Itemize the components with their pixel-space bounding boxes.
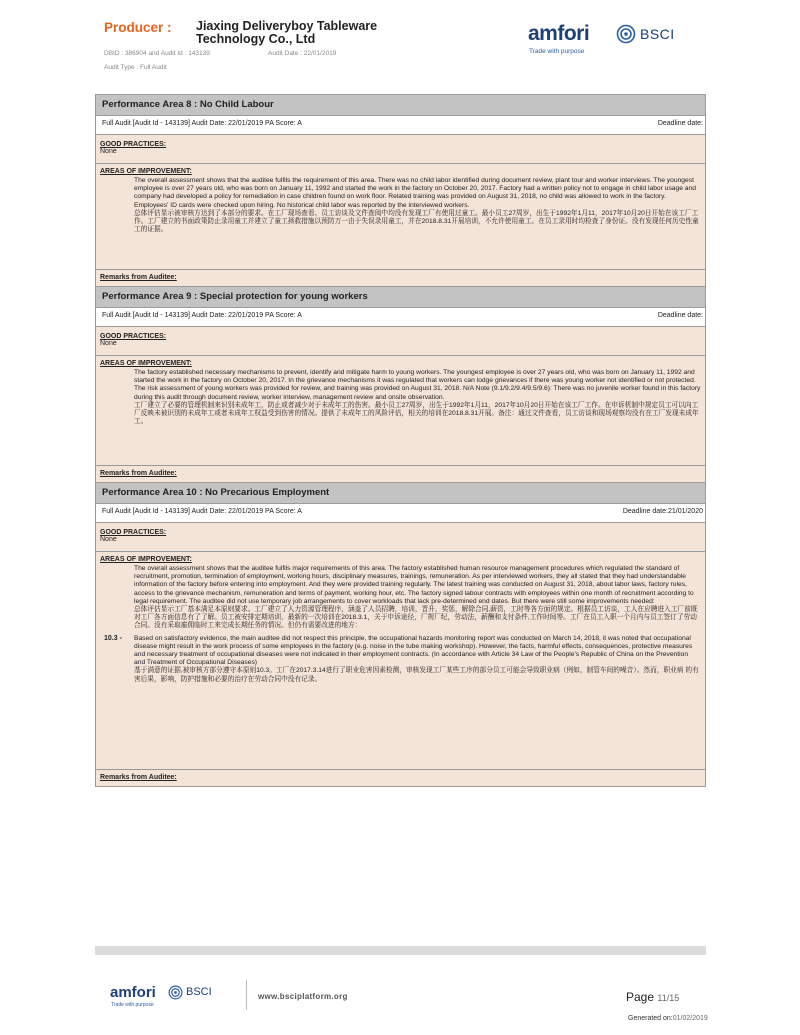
- producer-label: Producer :: [104, 20, 172, 35]
- areas-improvement-pa10: [96, 552, 705, 770]
- amfori-circle-icon: [168, 985, 183, 1000]
- brand-word: amfori: [528, 22, 590, 45]
- deadline-text: Deadline date:21/01/2020: [622, 508, 703, 515]
- sub-finding-number: 10.3 -: [104, 634, 122, 642]
- section-title-pa10: Performance Area 10 : No Precarious Employment: [96, 483, 705, 504]
- good-practices-value: None: [100, 536, 117, 543]
- generated-date: 01/02/2019: [672, 1015, 708, 1022]
- deadline-text: Deadline date:: [657, 120, 703, 127]
- footer-url-link[interactable]: www.bsciplatform.org: [258, 992, 348, 1001]
- good-practices-label: GOOD PRACTICES:: [100, 333, 167, 340]
- audit-info-text: Full Audit [Audit Id - 143139] Audit Date: 22/01/2019 PA Score: A: [102, 312, 302, 319]
- audit-table: [95, 94, 706, 787]
- footer-amfori-logo: [110, 984, 230, 1014]
- sub-finding-text-zh: 基于满意的证据,被审核方部分遵守本原则10.3。工厂在2017.3.14进行了职业危害因素检测，审核发现工厂某些工序的部分员工可能会导致职业病（例如，制管车间的噪音）。然而，职业病 的有害后果，影响，防护措施和必要的治疗在劳动合同中没有记录。: [134, 667, 699, 683]
- areas-improvement-pa9: [96, 356, 705, 466]
- sub-finding-text-en: Based on satisfactory evidence, the main auditee did not respect this principle, the occupational hazards monitoring report was conducted on March 14, 2018, it was noted that occupational disease might result in the work process of some employees in the factory (e.g. noise in the tube making workshop). However, the facts, harmful effects, consequences, protective measures and necessary treatment of occupational diseases were not indicated in their employment contracts. (In accordance with Article 34 Law of the People's Republic of China on the Prevention and Treatment of Occupational Diseases): [134, 634, 693, 667]
- section-info-pa10: [96, 504, 705, 523]
- remarks-pa9: Remarks from Auditee:: [96, 466, 705, 483]
- section-info-pa9: [96, 308, 705, 327]
- areas-improvement-pa8: [96, 164, 705, 270]
- producer-name: [196, 20, 377, 46]
- audit-info-text: Full Audit [Audit Id - 143139] Audit Date: 22/01/2019 PA Score: A: [102, 508, 302, 515]
- section-title-pa9: Performance Area 9 : Special protection for young workers: [96, 287, 705, 308]
- good-practices-label: GOOD PRACTICES:: [100, 141, 167, 148]
- report-header: [0, 0, 800, 90]
- good-practices-pa8: [96, 135, 705, 164]
- audit-date-text: Audit Date : 22/01/2019: [268, 50, 337, 57]
- dbid-text: DBID : 386904 and Audit Id : 143139: [104, 50, 210, 57]
- areas-label: AREAS OF IMPROVEMENT:: [100, 360, 192, 367]
- areas-text: [134, 369, 701, 426]
- areas-text-zh: 总体评估显示被审核方达到了本部分的要求。在工厂现场查看、员工访谈及文件查阅中均没有发现工厂有使用过童工。最小员工27周岁，出生于1992年1月11，2017年10月20日开始在该工厂工作。工厂建立的书面政策防止录用童工并建立了童工拯救措施以预防万一由于失误录用童工，并在2018.8.31开展培训，不允许使用童工。在员工录用时均检查了身份证。没有发现任何历史性童工的证据。: [134, 209, 699, 234]
- areas-text-zh: 工厂建立了必要的管理机制来识别未成年工，防止或者减少对于未成年工的伤害。最小员工27周岁，出生于1992年1月11，2017年10月20日开始在该工厂工作。在申诉机制中规定员工可以向工厂反映未被识别的未成年工或者未成年工权益受到伤害的情况。提供了未成年工的风险评估，相关的培训在2018.8.31开展。备注：通过文件查看，员工访谈和现场观察均没有在工厂发现未成年工。: [134, 401, 699, 426]
- generated-label: Generated on:: [628, 1015, 673, 1022]
- amfori-circle-icon: [616, 24, 636, 44]
- sub-finding-text: [134, 635, 701, 684]
- deadline-text: Deadline date:: [657, 312, 703, 319]
- footer-brand-tag: Trade with purpose: [111, 1002, 154, 1008]
- page-label: Page: [626, 990, 655, 1004]
- areas-text-zh: 总体评估显示工厂基本满足本原则要求。工厂建立了人力资源管理程序，涵盖了人员招聘，培训，晋升，奖惩，解除合同,薪资，工时等各方面的规定。根据员工访谈，工人在应聘进入工厂前既对工厂各方面信息有了了解。员工被安排定期培训，最新的一次培训在2018.3.1，关于申诉途径，厂规厂纪，劳动法，薪酬和支付条件,工作时间等。工厂在员工入职一个月内与员工签订了劳动合同。没有采取雇佣临时工来完成长期任务的情况。但仍有需要改进的地方：: [134, 606, 698, 630]
- brand-tag: Trade with purpose: [529, 48, 585, 55]
- section-info-pa8: [96, 116, 705, 135]
- areas-label: AREAS OF IMPROVEMENT:: [100, 556, 192, 563]
- audit-type-text: Audit Type : Full Audit: [104, 64, 167, 71]
- amfori-bsci-logo: [528, 22, 688, 62]
- areas-text-en: The factory established necessary mechanisms to prevent, identify and mitigate harm to young workers. The youngest employee is over 27 years old, who was born on January 11, 1992 and started the work in the factory on October 20, 2017. In the grievance mechanisms it was regulated that workers can lodge grievances if there was young worker not identified or not protected. The risk assessment of young workers was provided for review, and training was provided on August 31, 2018. N/A Note (9.1/9.2/9.4/9.5/9.6): There was no juvenile worker found in this factory during this audit through document review, worker interview, management review and onsite observation.: [134, 369, 701, 401]
- good-practices-value: None: [100, 340, 117, 347]
- audit-info-text: Full Audit [Audit Id - 143139] Audit Date: 22/01/2019 PA Score: A: [102, 120, 302, 127]
- remarks-pa8: Remarks from Auditee:: [96, 270, 705, 287]
- areas-text: [134, 565, 701, 631]
- footer-brand-bsci: BSCI: [186, 986, 212, 998]
- areas-text: [134, 177, 701, 234]
- areas-text-en: The overall assessment shows that the auditee fulfils the requirement of this area. There was no child labor identified during document review, plant tour and worker interviews. The youngest employee is over 27 years old, who was born on January 11, 1992 and started the work in the factory on October 20, 2017. Factory had a written policy not to engage in child labor usage and company had developed a policy for remediation in case children found on work floor. Related training was provided on August 31, 2018, no child was allowed to work in the factory. Employees' ID cards were checked upon hiring. No historical child labor was reported by the interviewed workers.: [134, 177, 696, 209]
- good-practices-value: None: [100, 148, 117, 155]
- sub-finding-10-3: [100, 635, 701, 684]
- areas-text-en: The overall assessment shows that the auditee fulfils major requirements of this area. The factory established human resource management procedures which regulated the standard of recruitment, promotion, termination of employment, working hours, disciplinary measures, trainings, remuneration. As per interviewed workers, they all stated that they had understandable information of the factory before entering into employment. And they were provided training regularly. The latest training was conducted on August 31, 2018, about labor laws, factory rules, access to the grievance mechanism, remuneration and terms of payment, working hour, etc. The factory signed labour contracts with employees within one month of recruitment according to legal requirement. The auditee did not use temporary job arrangements to cover workloads that lack pre-determined end dates. But there were still some improvements needed:: [134, 565, 694, 605]
- brand-bsci: BSCI: [640, 26, 675, 42]
- producer-name-line1: Jiaxing Deliveryboy Tableware: [196, 19, 378, 33]
- footer-brand-word: amfori: [110, 984, 156, 1001]
- footer-divider-bar: [95, 946, 706, 955]
- good-practices-label: GOOD PRACTICES:: [100, 529, 167, 536]
- good-practices-pa9: [96, 327, 705, 356]
- areas-label: AREAS OF IMPROVEMENT:: [100, 168, 192, 175]
- section-title-pa8: Performance Area 8 : No Child Labour: [96, 95, 705, 116]
- producer-name-line2: Technology Co., Ltd: [196, 32, 316, 46]
- remarks-pa10: Remarks from Auditee:: [96, 770, 705, 787]
- good-practices-pa10: [96, 523, 705, 552]
- generated-on: [628, 1015, 708, 1022]
- page-number: [626, 990, 679, 1004]
- page-count: 11/15: [657, 993, 680, 1003]
- footer-separator: [246, 980, 247, 1010]
